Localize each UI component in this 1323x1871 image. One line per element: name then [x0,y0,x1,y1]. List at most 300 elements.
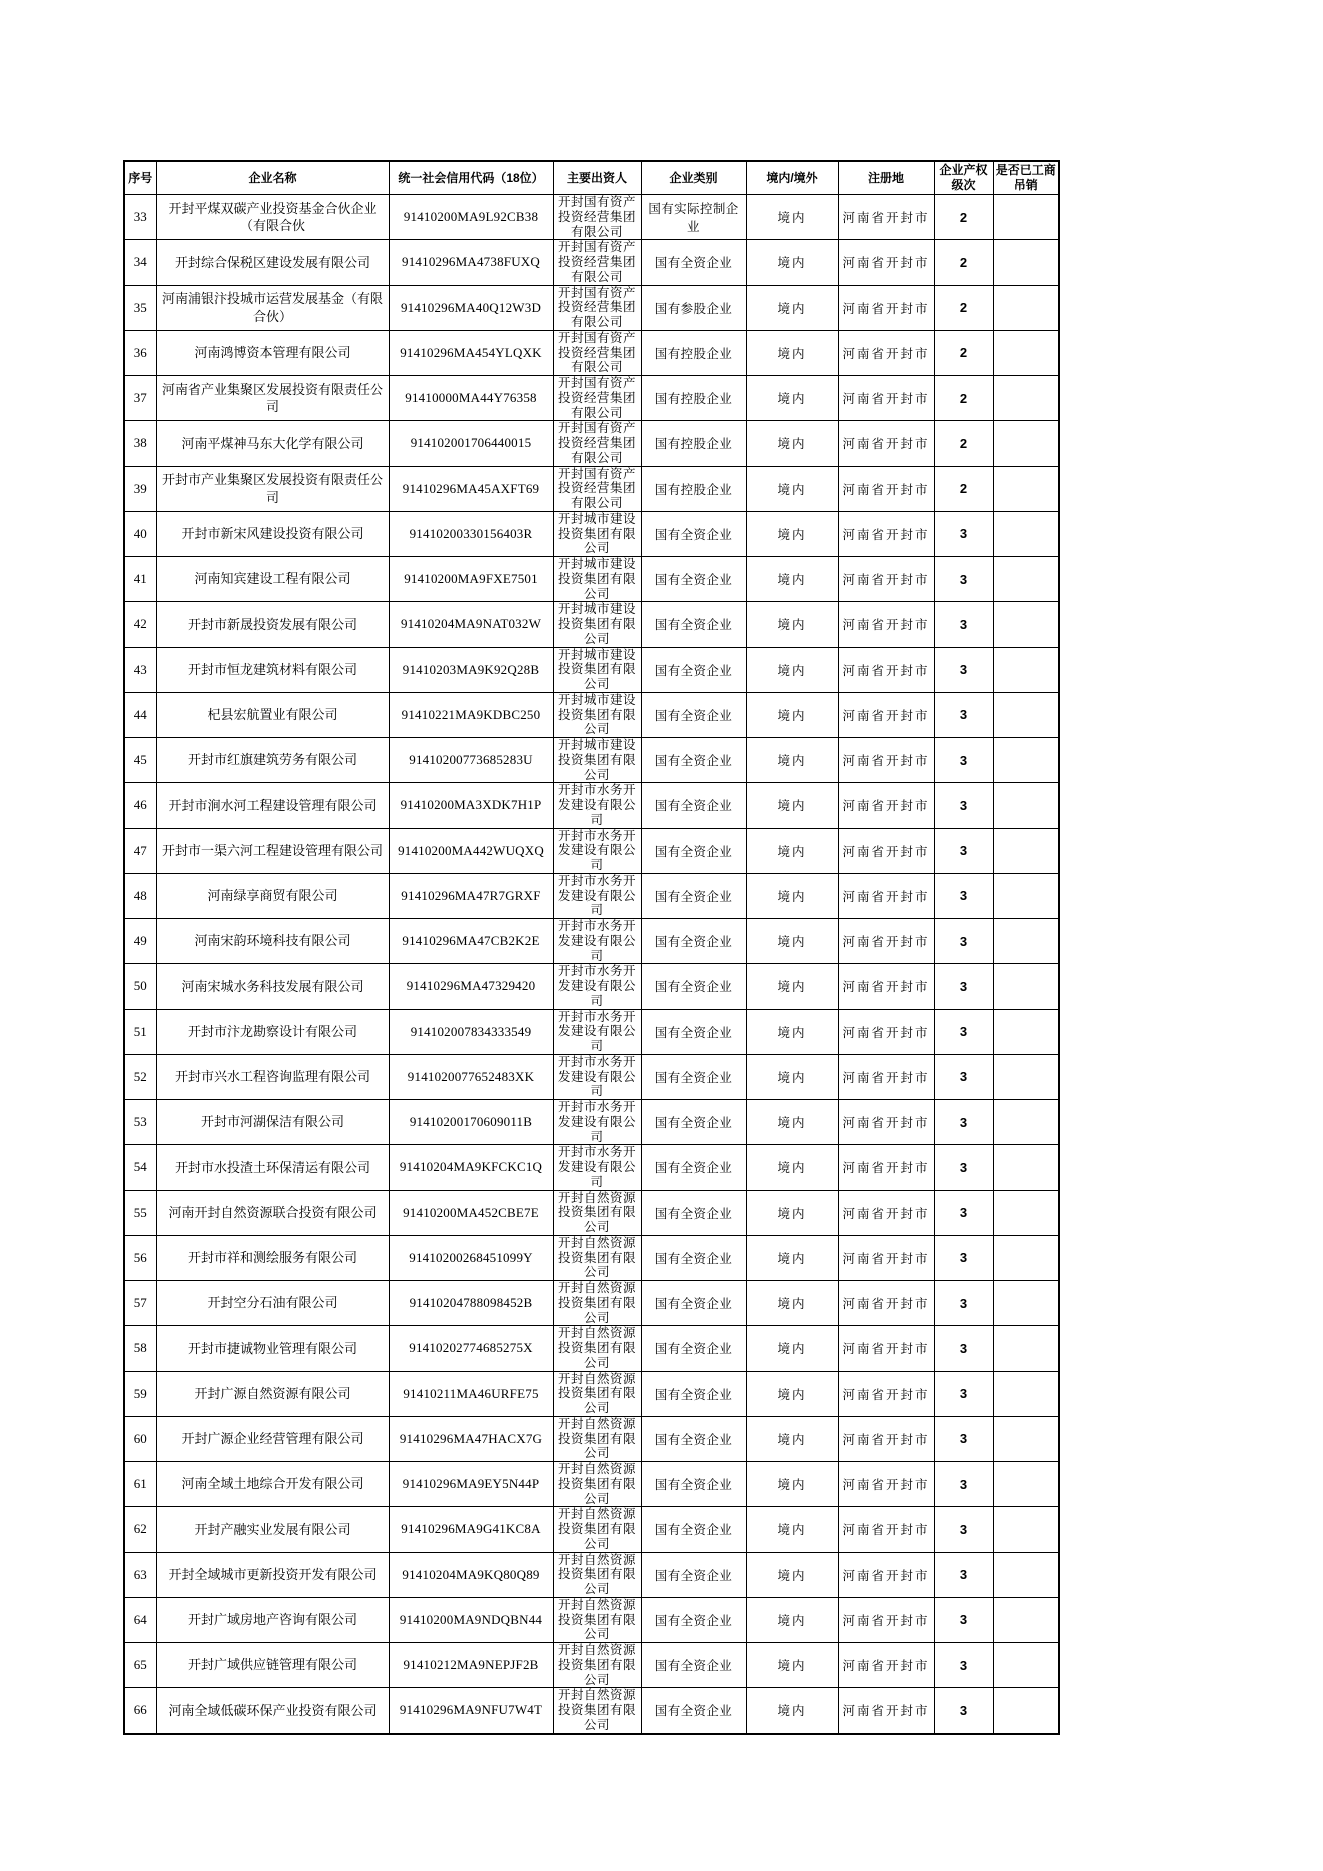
cell-revoked [993,466,1059,511]
cell-no: 35 [124,285,156,330]
cell-investor: 开封城市建设投资集团有限公司 [553,692,641,737]
cell-category: 国有全资企业 [641,1462,746,1507]
cell-level: 3 [934,1281,993,1326]
table-row [124,738,1059,783]
table-row [124,511,1059,556]
cell-name: 开封市汴龙勘察设计有限公司 [156,1009,389,1054]
cell-category: 国有全资企业 [641,602,746,647]
table-row [124,1371,1059,1416]
cell-revoked [993,1462,1059,1507]
cell-no: 33 [124,195,156,240]
cell-code: 91410200MA9L92CB38 [389,195,553,240]
cell-revoked [993,964,1059,1009]
cell-investor: 开封自然资源投资集团有限公司 [553,1416,641,1461]
cell-investor: 开封市水务开发建设有限公司 [553,964,641,1009]
cell-level: 3 [934,692,993,737]
cell-domestic: 境内 [746,1054,838,1099]
cell-no: 56 [124,1235,156,1280]
cell-level: 2 [934,285,993,330]
cell-code: 91410200MA9NDQBN44 [389,1597,553,1642]
cell-no: 57 [124,1281,156,1326]
table-row [124,1643,1059,1688]
cell-investor: 开封市水务开发建设有限公司 [553,1100,641,1145]
cell-code: 91410296MA47CB2K2E [389,919,553,964]
cell-category: 国有全资企业 [641,1145,746,1190]
cell-domestic: 境内 [746,1145,838,1190]
cell-level: 2 [934,466,993,511]
cell-region: 河南省开封市 [838,1597,934,1642]
cell-category: 国有全资企业 [641,1507,746,1552]
cell-code: 91410221MA9KDBC250 [389,692,553,737]
cell-investor: 开封城市建设投资集团有限公司 [553,557,641,602]
cell-name: 开封市兴水工程咨询监理有限公司 [156,1054,389,1099]
cell-level: 3 [934,1100,993,1145]
cell-name: 河南宋城水务科技发展有限公司 [156,964,389,1009]
cell-region: 河南省开封市 [838,1190,934,1235]
cell-domestic: 境内 [746,783,838,828]
cell-revoked [993,330,1059,375]
cell-code: 91410296MA47R7GRXF [389,873,553,918]
cell-no: 45 [124,738,156,783]
cell-revoked [993,376,1059,421]
cell-domestic: 境内 [746,1552,838,1597]
cell-revoked [993,1281,1059,1326]
cell-category: 国有全资企业 [641,1371,746,1416]
cell-investor: 开封国有资产投资经营集团有限公司 [553,330,641,375]
cell-name: 开封市恒龙建筑材料有限公司 [156,647,389,692]
cell-revoked [993,1145,1059,1190]
cell-category: 国有控股企业 [641,330,746,375]
column-header-revoked: 是否已工商吊销 [993,161,1059,195]
cell-domestic: 境内 [746,738,838,783]
cell-investor: 开封市水务开发建设有限公司 [553,1009,641,1054]
cell-revoked [993,692,1059,737]
cell-no: 44 [124,692,156,737]
cell-no: 38 [124,421,156,466]
cell-name: 开封广域房地产咨询有限公司 [156,1597,389,1642]
cell-name: 开封产融实业发展有限公司 [156,1507,389,1552]
cell-category: 国有全资企业 [641,919,746,964]
cell-level: 3 [934,1190,993,1235]
cell-category: 国有全资企业 [641,873,746,918]
cell-category: 国有参股企业 [641,285,746,330]
cell-domestic: 境内 [746,1507,838,1552]
cell-name: 开封市红旗建筑劳务有限公司 [156,738,389,783]
table-header [124,161,1059,195]
cell-category: 国有控股企业 [641,421,746,466]
cell-category: 国有实际控制企业 [641,195,746,240]
cell-revoked [993,1054,1059,1099]
cell-level: 3 [934,1145,993,1190]
cell-category: 国有全资企业 [641,647,746,692]
cell-region: 河南省开封市 [838,964,934,1009]
cell-level: 3 [934,647,993,692]
cell-domestic: 境内 [746,1190,838,1235]
cell-category: 国有全资企业 [641,1281,746,1326]
header-row [124,161,1059,195]
cell-name: 开封市一渠六河工程建设管理有限公司 [156,828,389,873]
table-row [124,873,1059,918]
column-header-region: 注册地 [838,161,934,195]
cell-code: 91410200330156403R [389,511,553,556]
table-row [124,421,1059,466]
cell-region: 河南省开封市 [838,285,934,330]
cell-level: 2 [934,195,993,240]
cell-category: 国有全资企业 [641,1054,746,1099]
cell-name: 河南宋韵环境科技有限公司 [156,919,389,964]
cell-name: 河南平煤神马东大化学有限公司 [156,421,389,466]
cell-category: 国有全资企业 [641,557,746,602]
column-header-name: 企业名称 [156,161,389,195]
cell-code: 91410200MA442WUQXQ [389,828,553,873]
cell-no: 59 [124,1371,156,1416]
cell-no: 65 [124,1643,156,1688]
cell-no: 64 [124,1597,156,1642]
table-row [124,285,1059,330]
cell-code: 914102001706440015 [389,421,553,466]
column-header-level: 企业产权级次 [934,161,993,195]
cell-domestic: 境内 [746,647,838,692]
table-row [124,964,1059,1009]
cell-no: 41 [124,557,156,602]
cell-no: 54 [124,1145,156,1190]
cell-region: 河南省开封市 [838,783,934,828]
cell-investor: 开封自然资源投资集团有限公司 [553,1235,641,1280]
table-row [124,828,1059,873]
cell-region: 河南省开封市 [838,1507,934,1552]
cell-investor: 开封市水务开发建设有限公司 [553,783,641,828]
cell-investor: 开封自然资源投资集团有限公司 [553,1462,641,1507]
cell-region: 河南省开封市 [838,1009,934,1054]
cell-region: 河南省开封市 [838,602,934,647]
table-row [124,647,1059,692]
cell-level: 2 [934,330,993,375]
cell-region: 河南省开封市 [838,1235,934,1280]
cell-code: 91410204788098452B [389,1281,553,1326]
table-row [124,1688,1059,1734]
cell-level: 3 [934,1597,993,1642]
cell-name: 河南省产业集聚区发展投资有限责任公司 [156,376,389,421]
cell-investor: 开封城市建设投资集团有限公司 [553,647,641,692]
table-row [124,1326,1059,1371]
cell-category: 国有控股企业 [641,466,746,511]
cell-domestic: 境内 [746,1462,838,1507]
cell-no: 40 [124,511,156,556]
cell-no: 52 [124,1054,156,1099]
cell-region: 河南省开封市 [838,1100,934,1145]
cell-investor: 开封国有资产投资经营集团有限公司 [553,285,641,330]
cell-investor: 开封自然资源投资集团有限公司 [553,1507,641,1552]
cell-region: 河南省开封市 [838,557,934,602]
table-row [124,376,1059,421]
cell-region: 河南省开封市 [838,1371,934,1416]
cell-domestic: 境内 [746,1597,838,1642]
table-row [124,240,1059,285]
cell-no: 39 [124,466,156,511]
table-row [124,692,1059,737]
cell-region: 河南省开封市 [838,376,934,421]
cell-investor: 开封市水务开发建设有限公司 [553,828,641,873]
cell-level: 3 [934,602,993,647]
cell-name: 开封市河湖保洁有限公司 [156,1100,389,1145]
cell-name: 河南知宾建设工程有限公司 [156,557,389,602]
table-row [124,1597,1059,1642]
cell-level: 3 [934,1462,993,1507]
cell-region: 河南省开封市 [838,1462,934,1507]
cell-domestic: 境内 [746,1009,838,1054]
table-row [124,1552,1059,1597]
cell-category: 国有全资企业 [641,783,746,828]
cell-revoked [993,195,1059,240]
cell-no: 34 [124,240,156,285]
cell-region: 河南省开封市 [838,1643,934,1688]
cell-region: 河南省开封市 [838,692,934,737]
cell-name: 开封平煤双碳产业投资基金合伙企业（有限合伙 [156,195,389,240]
cell-domestic: 境内 [746,1416,838,1461]
cell-investor: 开封市水务开发建设有限公司 [553,1145,641,1190]
cell-level: 3 [934,1235,993,1280]
cell-revoked [993,511,1059,556]
cell-name: 开封广源自然资源有限公司 [156,1371,389,1416]
table-row [124,1416,1059,1461]
cell-domestic: 境内 [746,240,838,285]
cell-level: 3 [934,557,993,602]
cell-investor: 开封自然资源投资集团有限公司 [553,1281,641,1326]
cell-domestic: 境内 [746,964,838,1009]
cell-name: 河南鸿博资本管理有限公司 [156,330,389,375]
cell-investor: 开封国有资产投资经营集团有限公司 [553,466,641,511]
cell-region: 河南省开封市 [838,466,934,511]
cell-code: 91410200170609011B [389,1100,553,1145]
cell-code: 9141020077652483XK [389,1054,553,1099]
cell-level: 3 [934,919,993,964]
table-row [124,1009,1059,1054]
table-row [124,466,1059,511]
cell-investor: 开封自然资源投资集团有限公司 [553,1688,641,1734]
cell-code: 91410296MA9G41KC8A [389,1507,553,1552]
cell-code: 91410000MA44Y76358 [389,376,553,421]
cell-domestic: 境内 [746,1643,838,1688]
table-row [124,1100,1059,1145]
cell-level: 2 [934,421,993,466]
column-header-investor: 主要出资人 [553,161,641,195]
cell-investor: 开封国有资产投资经营集团有限公司 [553,376,641,421]
cell-code: 91410296MA45AXFT69 [389,466,553,511]
cell-investor: 开封自然资源投资集团有限公司 [553,1190,641,1235]
cell-name: 河南开封自然资源联合投资有限公司 [156,1190,389,1235]
cell-code: 91410211MA46URFE75 [389,1371,553,1416]
table-row [124,1190,1059,1235]
cell-category: 国有全资企业 [641,1416,746,1461]
table-row [124,330,1059,375]
cell-investor: 开封自然资源投资集团有限公司 [553,1371,641,1416]
cell-region: 河南省开封市 [838,195,934,240]
column-header-no: 序号 [124,161,156,195]
cell-category: 国有全资企业 [641,738,746,783]
cell-category: 国有全资企业 [641,1643,746,1688]
cell-no: 53 [124,1100,156,1145]
cell-level: 2 [934,376,993,421]
cell-level: 3 [934,1688,993,1734]
cell-revoked [993,1643,1059,1688]
cell-category: 国有全资企业 [641,240,746,285]
cell-domestic: 境内 [746,1688,838,1734]
cell-category: 国有全资企业 [641,1688,746,1734]
cell-code: 91410204MA9KFCKC1Q [389,1145,553,1190]
cell-domestic: 境内 [746,557,838,602]
cell-code: 91410212MA9NEPJF2B [389,1643,553,1688]
cell-revoked [993,1688,1059,1734]
table-row [124,919,1059,964]
cell-name: 开封市新晟投资发展有限公司 [156,602,389,647]
cell-investor: 开封自然资源投资集团有限公司 [553,1552,641,1597]
cell-no: 60 [124,1416,156,1461]
cell-no: 58 [124,1326,156,1371]
cell-region: 河南省开封市 [838,738,934,783]
cell-revoked [993,240,1059,285]
cell-revoked [993,1009,1059,1054]
cell-domestic: 境内 [746,285,838,330]
cell-code: 91410296MA47HACX7G [389,1416,553,1461]
cell-code: 91410200773685283U [389,738,553,783]
cell-no: 62 [124,1507,156,1552]
cell-name: 开封市祥和测绘服务有限公司 [156,1235,389,1280]
cell-name: 开封市产业集聚区发展投资有限责任公司 [156,466,389,511]
cell-domestic: 境内 [746,828,838,873]
cell-code: 91410200MA452CBE7E [389,1190,553,1235]
cell-name: 开封市新宋风建设投资有限公司 [156,511,389,556]
table-row [124,1462,1059,1507]
cell-level: 3 [934,1009,993,1054]
cell-investor: 开封市水务开发建设有限公司 [553,919,641,964]
cell-no: 61 [124,1462,156,1507]
cell-level: 3 [934,783,993,828]
cell-name: 开封市水投渣土环保清运有限公司 [156,1145,389,1190]
cell-investor: 开封城市建设投资集团有限公司 [553,511,641,556]
cell-code: 91410296MA40Q12W3D [389,285,553,330]
cell-no: 36 [124,330,156,375]
cell-level: 3 [934,828,993,873]
cell-region: 河南省开封市 [838,1054,934,1099]
cell-domestic: 境内 [746,1235,838,1280]
cell-region: 河南省开封市 [838,647,934,692]
cell-domestic: 境内 [746,466,838,511]
cell-category: 国有全资企业 [641,692,746,737]
cell-name: 河南全域土地综合开发有限公司 [156,1462,389,1507]
cell-region: 河南省开封市 [838,919,934,964]
cell-level: 3 [934,1552,993,1597]
cell-investor: 开封自然资源投资集团有限公司 [553,1597,641,1642]
cell-domestic: 境内 [746,376,838,421]
cell-revoked [993,1416,1059,1461]
table-row [124,1507,1059,1552]
cell-revoked [993,1597,1059,1642]
column-header-code: 统一社会信用代码（18位） [389,161,553,195]
cell-category: 国有全资企业 [641,1009,746,1054]
cell-name: 杞县宏航置业有限公司 [156,692,389,737]
cell-name: 开封综合保税区建设发展有限公司 [156,240,389,285]
cell-name: 开封市涧水河工程建设管理有限公司 [156,783,389,828]
cell-revoked [993,1100,1059,1145]
cell-domestic: 境内 [746,421,838,466]
cell-level: 3 [934,511,993,556]
table-row [124,1145,1059,1190]
cell-no: 63 [124,1552,156,1597]
cell-investor: 开封城市建设投资集团有限公司 [553,738,641,783]
cell-region: 河南省开封市 [838,1326,934,1371]
cell-name: 开封空分石油有限公司 [156,1281,389,1326]
cell-name: 开封全域城市更新投资开发有限公司 [156,1552,389,1597]
cell-revoked [993,1507,1059,1552]
cell-region: 河南省开封市 [838,828,934,873]
cell-revoked [993,738,1059,783]
cell-domestic: 境内 [746,195,838,240]
cell-level: 3 [934,1507,993,1552]
cell-code: 91410200268451099Y [389,1235,553,1280]
cell-level: 3 [934,738,993,783]
cell-no: 46 [124,783,156,828]
table-row [124,783,1059,828]
table-row [124,1235,1059,1280]
cell-domestic: 境内 [746,1281,838,1326]
cell-investor: 开封国有资产投资经营集团有限公司 [553,240,641,285]
cell-region: 河南省开封市 [838,1688,934,1734]
cell-no: 42 [124,602,156,647]
cell-domestic: 境内 [746,1326,838,1371]
cell-code: 91410296MA4738FUXQ [389,240,553,285]
cell-name: 河南全域低碳环保产业投资有限公司 [156,1688,389,1734]
cell-revoked [993,647,1059,692]
cell-no: 47 [124,828,156,873]
cell-category: 国有全资企业 [641,1326,746,1371]
cell-region: 河南省开封市 [838,330,934,375]
cell-code: 91410204MA9NAT032W [389,602,553,647]
cell-domestic: 境内 [746,1371,838,1416]
enterprise-table [123,160,1060,1735]
cell-category: 国有全资企业 [641,1235,746,1280]
table-row [124,557,1059,602]
cell-domestic: 境内 [746,1100,838,1145]
cell-revoked [993,421,1059,466]
cell-investor: 开封城市建设投资集团有限公司 [553,602,641,647]
cell-level: 2 [934,240,993,285]
cell-no: 43 [124,647,156,692]
cell-level: 3 [934,1326,993,1371]
cell-level: 3 [934,964,993,1009]
cell-region: 河南省开封市 [838,1145,934,1190]
cell-level: 3 [934,1416,993,1461]
cell-category: 国有全资企业 [641,964,746,1009]
cell-level: 3 [934,1643,993,1688]
cell-revoked [993,783,1059,828]
cell-code: 91410200MA9FXE7501 [389,557,553,602]
cell-no: 66 [124,1688,156,1734]
cell-domestic: 境内 [746,873,838,918]
cell-domestic: 境内 [746,602,838,647]
table-row [124,195,1059,240]
cell-region: 河南省开封市 [838,421,934,466]
cell-region: 河南省开封市 [838,873,934,918]
cell-region: 河南省开封市 [838,240,934,285]
cell-revoked [993,1326,1059,1371]
cell-name: 开封市捷诚物业管理有限公司 [156,1326,389,1371]
cell-code: 91410202774685275X [389,1326,553,1371]
cell-investor: 开封市水务开发建设有限公司 [553,873,641,918]
cell-investor: 开封市水务开发建设有限公司 [553,1054,641,1099]
cell-code: 91410296MA454YLQXK [389,330,553,375]
cell-revoked [993,1371,1059,1416]
cell-code: 91410296MA9EY5N44P [389,1462,553,1507]
